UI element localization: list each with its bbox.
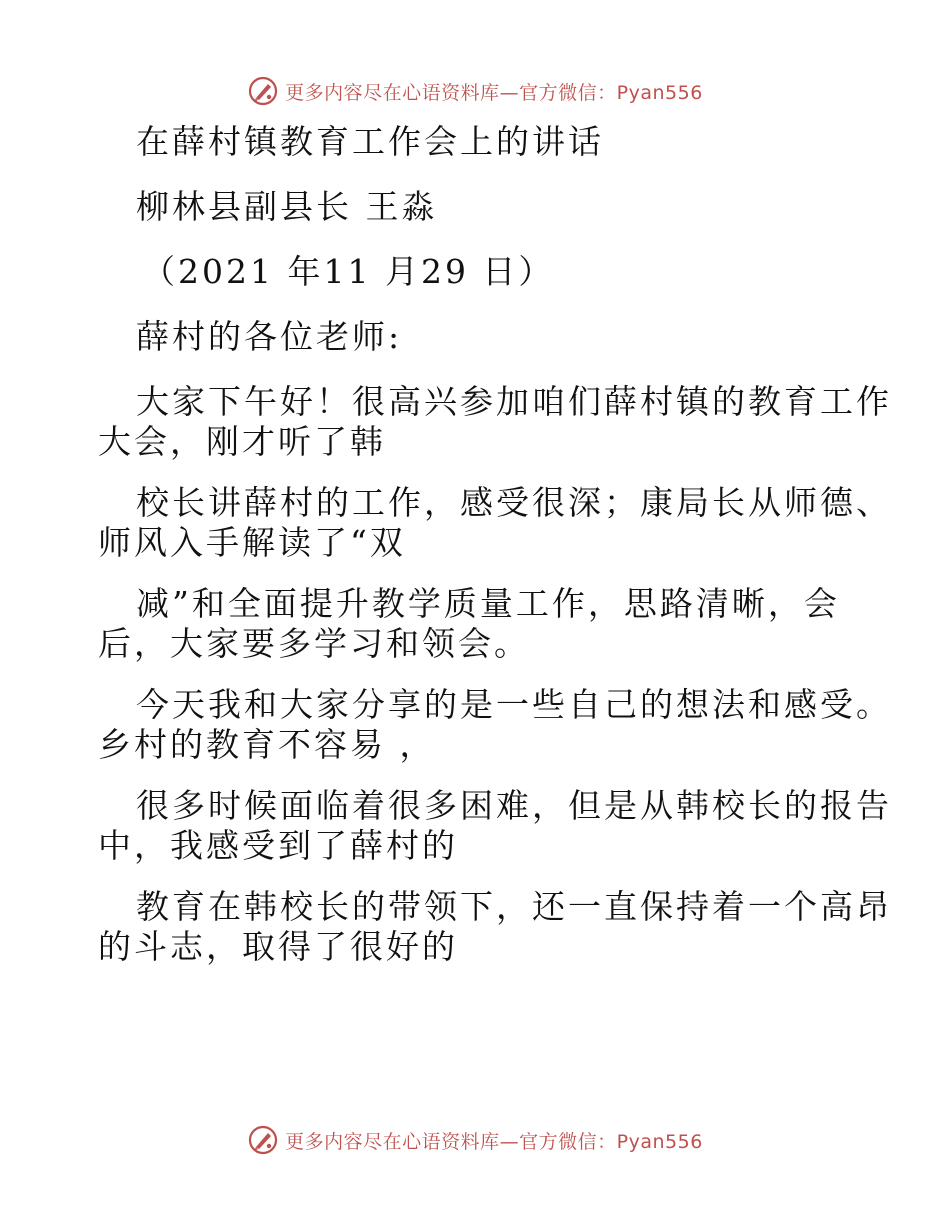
paragraph-line: 很多时候面临着很多困难，但是从韩校长的报告 [136,786,892,825]
document-title: 在薛村镇教育工作会上的讲话 [136,122,604,161]
paragraph-line: 校长讲薛村的工作，感受很深；康局长从师德、 [136,483,892,522]
paragraph-line: 的斗志，取得了很好的 [98,927,458,966]
paragraph-line: 中，我感受到了薛村的 [98,826,458,865]
quill-pen-logo-icon [247,75,279,107]
watermark-footer [0,1120,950,1160]
paragraph-line: 今天我和大家分享的是一些自己的想法和感受。 [136,685,892,724]
paragraph-line: 教育在韩校长的带领下，还一直保持着一个高昂 [136,887,892,926]
paragraph-line: 后，大家要多学习和领会。 [98,624,530,663]
paragraph-line: 大会，刚才听了韩 [98,422,386,461]
watermark-text: 更多内容尽在心语资料库—官方微信：Pyan556 [285,81,703,104]
paragraph-line: 乡村的教育不容易 ， [98,725,436,764]
paragraph-line: 大家下午好！很高兴参加咱们薛村镇的教育工作 [136,382,892,421]
document-body [98,122,892,967]
watermark-header [0,71,950,111]
paragraph-line: 师风入手解读了“双 [98,523,406,562]
quill-pen-logo-icon [247,1124,279,1156]
document-date: （2021 年11 月29 日） [142,252,555,291]
document-salutation: 薛村的各位老师: [136,317,403,356]
watermark-text: 更多内容尽在心语资料库—官方微信：Pyan556 [285,1130,703,1153]
paragraph-line: 减”和全面提升教学质量工作，思路清晰，会 [136,584,840,623]
document-author: 柳林县副县长 王淼 [136,187,438,226]
